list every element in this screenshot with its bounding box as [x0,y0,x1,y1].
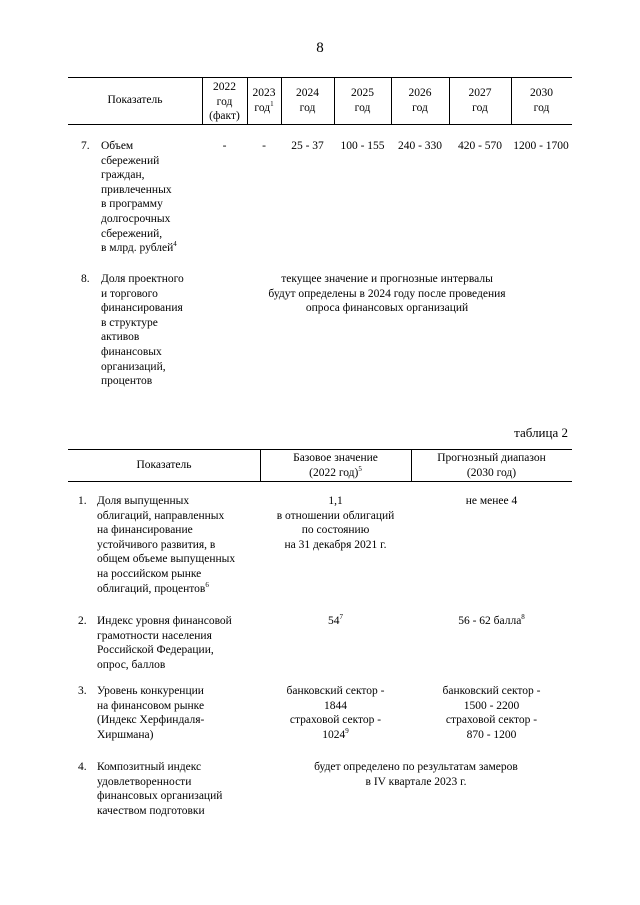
table2-header-forecast: Прогнозный диапазон (2030 год) [437,452,546,479]
table1-cell: 1200 - 1700 [513,140,569,152]
table2-row-number: 4. [78,761,87,773]
table2-top-border [68,449,572,450]
table2-base-value: $54^7$ [328,613,343,627]
table1-cell: 420 - 570 [457,140,503,152]
table2-header-border [68,481,572,482]
table1-header-year: 2023 год$^1$ [252,87,276,114]
table2-base-value: банковский сектор - 1844 страховой сектор - 1024$^9$ [286,685,385,741]
table2-base-value: 1,1 в отношении облигаций по состоянию на 31 декабря 2021 г. [276,495,395,551]
table1-cell: 25 - 37 [291,140,324,152]
table2-row-label: Доля выпущенных облигаций, направленных на финансирование устойчивого развития, в общем объеме выпущенных на российском рынке облигаций, процентов$^6$ [97,495,236,595]
table1-merged-note: текущее значение и прогнозные интервалы будут определены в 2024 году после проведения опроса финансовых организаций [268,273,506,315]
table2-row-number: 1. [78,495,87,507]
table2-forecast-value: банковский сектор - 1500 - 2200 страховой сектор - 870 - 1200 [442,685,541,741]
table1-row-number: 7. [81,140,90,152]
table1-cell: 240 - 330 [397,140,443,152]
table1-cell: 100 - 155 [340,140,385,152]
table2-caption: таблица 2 [514,425,568,440]
table1-header-year: 2030 год [530,87,553,114]
table2-row-number: 3. [78,685,87,697]
table2-forecast-value: не менее 4 [465,495,518,507]
table1-header-year: 2022 год (факт) [209,81,240,123]
table2-row-label: Композитный индекс удовлетворенности финансовых организаций качеством подготовки [97,761,223,817]
table1-top-border [68,77,572,78]
table2-row-label: Индекс уровня финансовой грамотности населения Российской Федерации, опрос, баллов [97,615,232,671]
table1-header-year: 2027 год [468,87,492,114]
table2-forecast-value: 56 - 62 балла$^8$ [458,613,525,627]
table1-row-number: 8. [81,273,90,285]
table1-header-border [68,124,572,125]
page-number: 8 [316,40,324,56]
table1-header-indicator: Показатель [107,94,163,106]
table2-row-number: 2. [78,615,87,627]
table1-header-year: 2024 год [296,87,319,114]
table1-row-label: Доля проектного и торгового финансирования в структуре активов финансовых организаций, процентов [101,273,184,388]
table2-row-label: Уровень конкуренции на финансовом рынке (Индекс Херфиндаля- Хиршмана) [97,685,205,741]
table1-cell: - [222,140,227,152]
table1-cell: - [262,140,266,152]
table1-header-year: 2025 год [351,87,374,114]
table2-header-indicator: Показатель [136,459,192,471]
table1-row-label: Объем сбережений граждан, привлеченных в программу долгосрочных сбережений, в млрд. рублей$^4$ [101,140,177,255]
table2-header-base: Базовое значение (2022 год)$^5$ [293,452,378,479]
table2-merged-note: будет определено по результатам замеров в IV квартале 2023 г. [314,761,518,788]
table1-header-year: 2026 год [408,87,432,114]
